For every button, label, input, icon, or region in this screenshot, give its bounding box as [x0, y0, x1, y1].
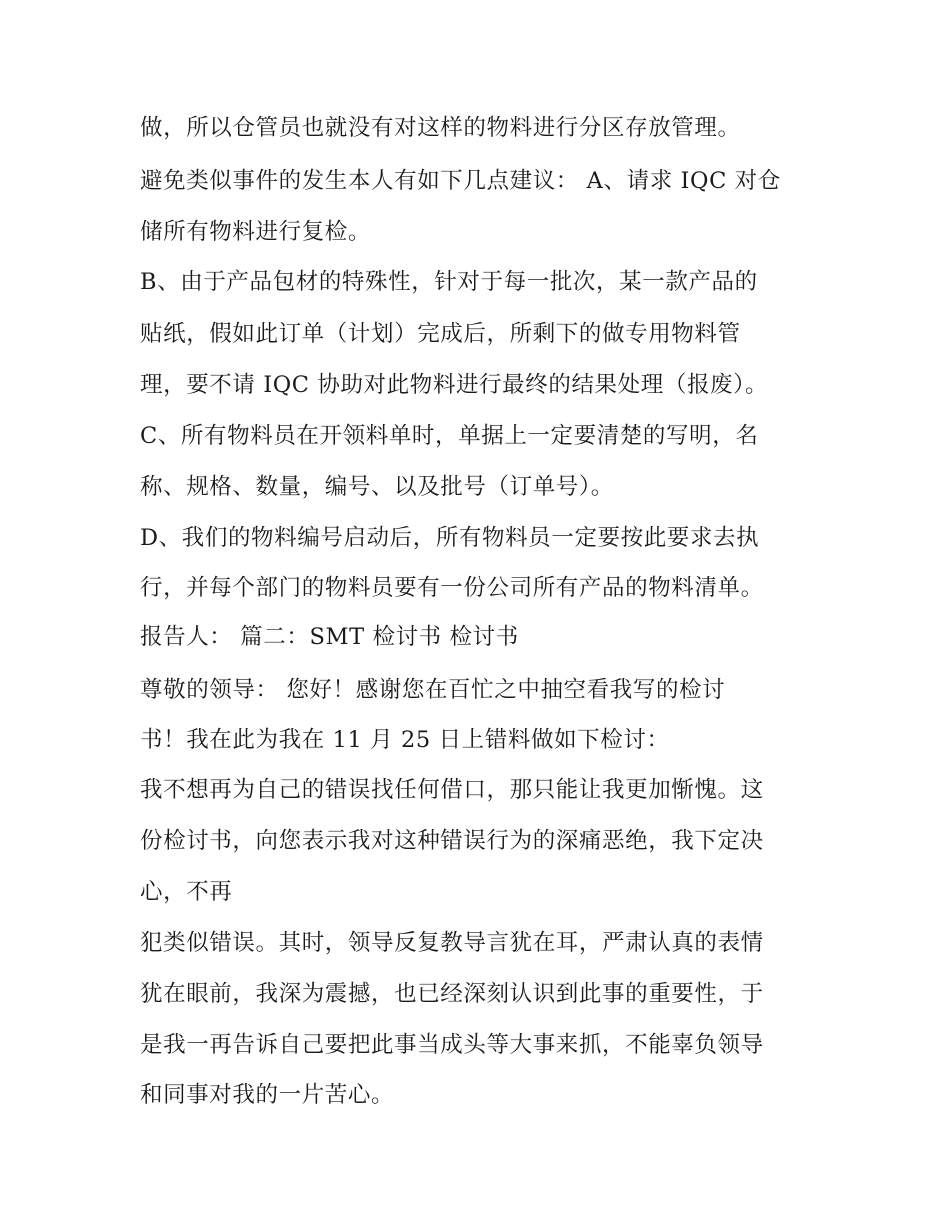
text-line: 心，不再 [140, 879, 233, 905]
text-line: 尊敬的领导： 您好！感谢您在百忙之中抽空看我写的检讨 [140, 677, 726, 703]
text-line: C、所有物料员在开领料单时，单据上一定要清楚的写明，名 [140, 423, 759, 449]
text-line: 避免类似事件的发生本人有如下几点建议： A、请求 IQC 对仓 [140, 168, 781, 194]
text-line: 书！我在此为我在 11 月 25 日上错料做如下检讨： [140, 727, 670, 753]
text-line: 报告人： 篇二：SMT 检讨书 检讨书 [140, 624, 519, 650]
text-line: 是我一再告诉自己要把此事当成头等大事来抓，不能辜负领导 [140, 1032, 764, 1058]
text-line: 称、规格、数量，编号、以及批号（订单号）。 [140, 474, 614, 500]
text-line: 行，并每个部门的物料员要有一份公司所有产品的物料清单。 [140, 575, 764, 601]
text-line: 理，要不请 IQC 协助对此物料进行最终的结果处理（报废）。 [140, 372, 769, 398]
text-line: 我不想再为自己的错误找任何借口，那只能让我更加惭愧。这 [140, 777, 764, 803]
text-line: 和同事对我的一片苦心。 [140, 1082, 395, 1108]
text-line: 犯类似错误。其时，领导反复教导言犹在耳，严肃认真的表情 [140, 930, 764, 956]
text-line: D、我们的物料编号启动后，所有物料员一定要按此要求去执 [140, 525, 760, 551]
text-line: 犹在眼前，我深为震撼，也已经深刻认识到此事的重要性，于 [140, 981, 764, 1007]
text-line: B、由于产品包材的特殊性，针对于每一批次，某一款产品的 [140, 269, 758, 295]
text-line: 储所有物料进行复检。 [140, 219, 372, 245]
text-line: 份检讨书，向您表示我对这种错误行为的深痛恶绝，我下定决 [140, 828, 764, 854]
text-line: 做，所以仓管员也就没有对这样的物料进行分区存放管理。 [140, 115, 741, 141]
text-line: 贴纸，假如此订单（计划）完成后，所剩下的做专用物料管 [140, 321, 741, 347]
